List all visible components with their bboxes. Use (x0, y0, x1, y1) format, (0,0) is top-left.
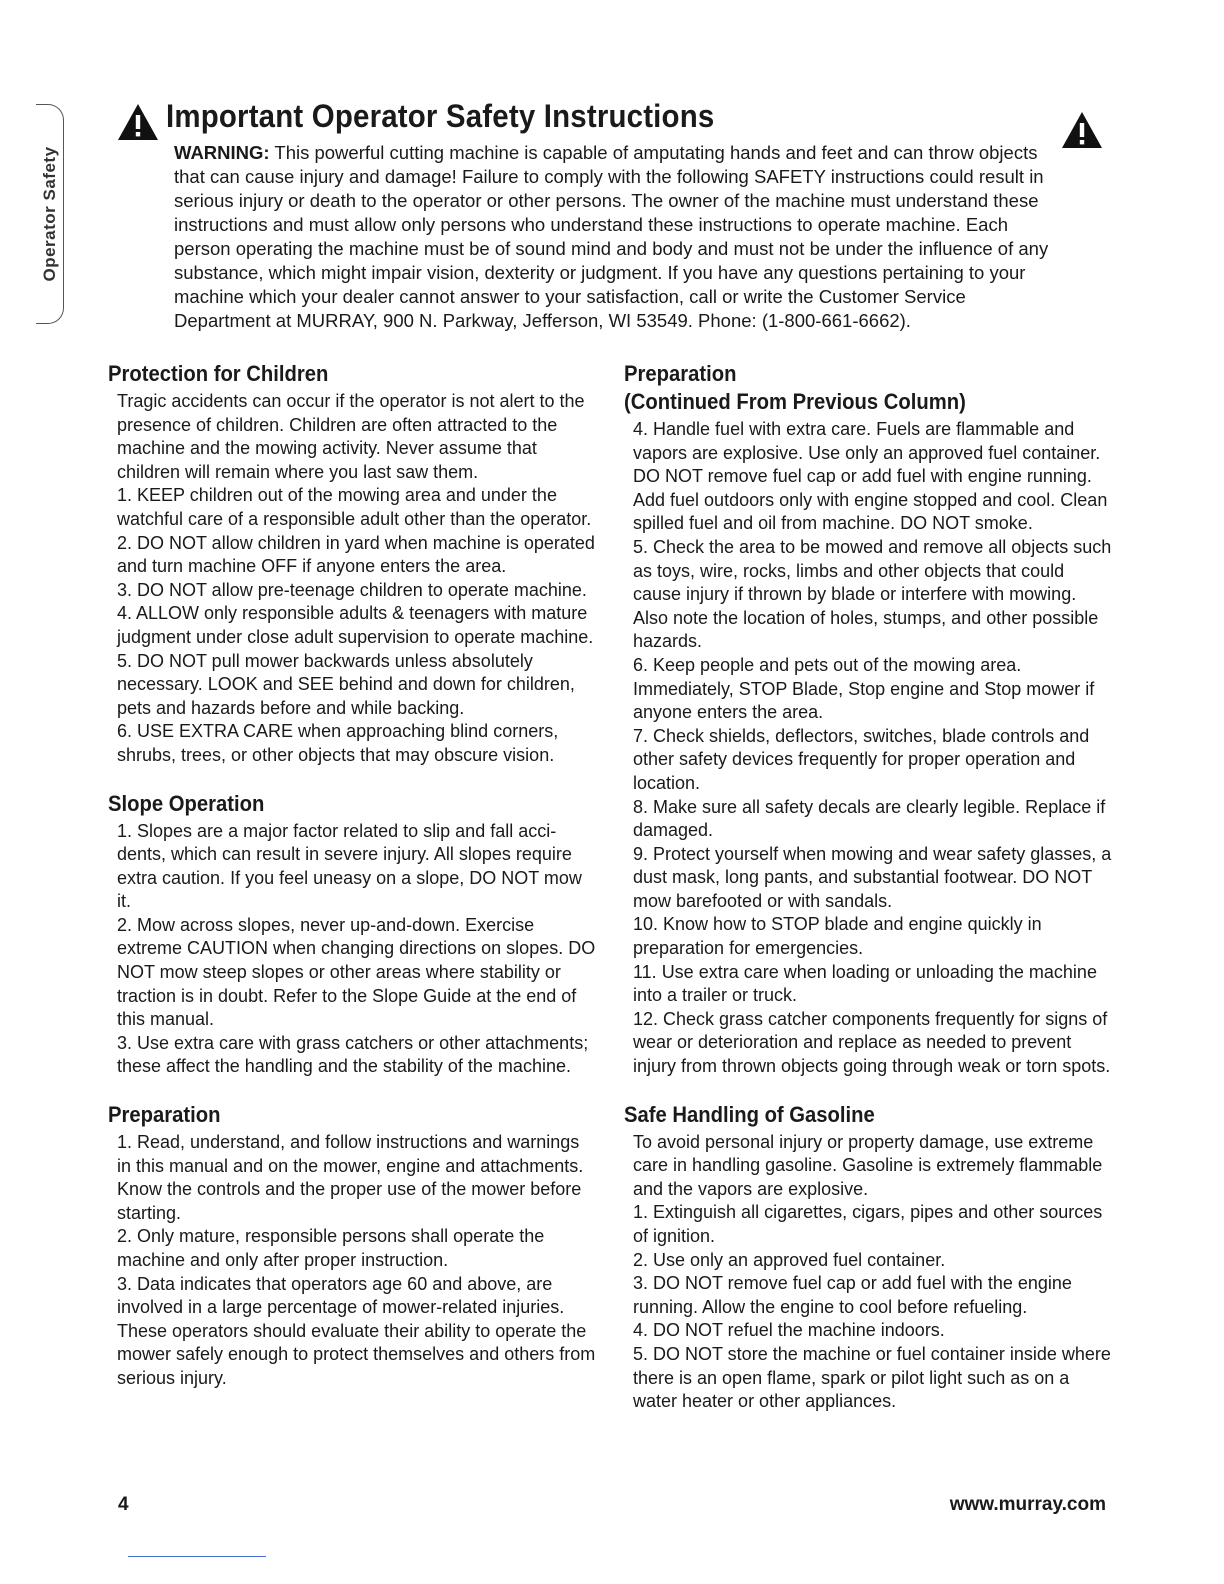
section-heading: Preparation (624, 361, 737, 386)
list-item: 4. ALLOW only responsible adults & teenagers with mature judgment under close adult supervision to operate machine. (117, 603, 594, 647)
list-item: 2. Only mature, responsible persons shall operate the machine and only after proper instruction. (117, 1226, 545, 1270)
warning-triangle-icon (1060, 110, 1104, 150)
list-item: 1. Read, understand, and follow instructions and warnings in this manual and on the mower, engine and attachments. Know the controls and the proper use of the mower before starting. (117, 1132, 584, 1223)
footer-rule (128, 1556, 266, 1557)
list-item: 1. Extinguish all cigarettes, cigars, pipes and other sources of ignition. (633, 1202, 1103, 1246)
list-item: 8. Make sure all safety decals are clearly legible. Replace if damaged. (633, 796, 1106, 841)
paragraph: To avoid personal injury or property damage, use extreme care in handling gasoline. Gasoline is extremely flammable and the vapors are explosive. (633, 1131, 1103, 1199)
warning-text: This powerful cutting machine is capable of amputating hands and feet and can throw objects that can cause injury and damage! Failure to comply with the following SAFETY instructions could result in serious injury or death to the operator or other persons. The owner of the machine must understand these instructions and must allow only persons who understand these instructions to operate machine. Each person operating the machine must be of sound mind and body and must not be under the influence of any substance, which might impair vision, dexterity or judgment. If you have any questions pertaining to your machine which your dealer cannot answer to your satisfaction, call or write the Customer Service Department at MURRAY, 900 N. Parkway, Jefferson, WI 53549. Phone: (1-800-661-6662). (174, 142, 1049, 331)
side-tab-label: Operator Safety (39, 146, 59, 282)
section-subheading: (Continued From Previous Column) (624, 389, 966, 414)
list-item: 6. USE EXTRA CARE when approaching blind corners, shrubs, trees, or other objects that may obscure vision. (117, 721, 559, 765)
warning-label: WARNING: (174, 142, 270, 163)
list-item: 2. Use only an approved fuel container. (633, 1249, 946, 1270)
section-protection-for-children (108, 360, 598, 768)
list-item: 3. DO NOT remove fuel cap or add fuel with the engine running. Allow the engine to cool before refueling. (633, 1273, 1072, 1317)
paragraph: Tragic accidents can occur if the operator is not alert to the presence of children. Children are often attracted to the machine and the mowing activity. Never assume that children will remain where you last saw them. (117, 391, 585, 482)
list-item: 4. Handle fuel with extra care. Fuels are flammable and vapors are explosive. Use only an approved fuel container. DO NOT remove fuel cap or add fuel with engine running. Add fuel outdoors only with engine stopped and cool. Clean spilled fuel and oil from machine. DO NOT smoke. (633, 419, 1108, 534)
section-heading: Slope Operation (108, 790, 265, 816)
list-item: 2. DO NOT allow children in yard when machine is operated and turn machine OFF if anyone enters the area. (117, 532, 595, 577)
section-heading: Safe Handling of Gasoline (624, 1101, 875, 1127)
page-number: 4 (118, 1494, 129, 1515)
list-item: 3. Data indicates that operators age 60 and above, are involved in a large percentage of mower-related injuries. These operators should evaluate their ability to operate the mower safely enough to protect themselves and others from serious injury. (117, 1273, 596, 1388)
section-preparation (108, 1101, 598, 1391)
side-tab (36, 104, 64, 324)
section-preparation-continued (624, 360, 1114, 1079)
list-item: 4. DO NOT refuel the machine indoors. (633, 1320, 945, 1341)
page-title: Important Operator Safety Instructions (166, 98, 715, 134)
list-item: 10. Know how to STOP blade and engine quickly in preparation for emergencies. (633, 914, 1042, 959)
list-item: 12. Check grass catcher components frequently for signs of wear or deterioration and replace as needed to prevent injury from thrown objects going through weak or torn spots. (633, 1008, 1111, 1077)
list-item: 5. DO NOT pull mower backwards unless absolutely necessary. LOOK and SEE behind and down for children, pets and hazards before and while backing. (117, 650, 575, 718)
list-item: 3. Use extra care with grass catchers or other attachments; these affect the handling and the stability of the machine. (117, 1032, 589, 1077)
section-slope-operation (108, 790, 598, 1080)
list-item: 7. Check shields, deflectors, switches, blade controls and other safety devices frequently for proper operation and location. (633, 725, 1090, 793)
right-column (624, 360, 1114, 1436)
section-heading: Preparation (108, 1102, 221, 1128)
list-item: 1. Slopes are a major factor related to slip and fall acci-dents, which can result in severe injury. All slopes require extra caution. If you feel uneasy on a slope, DO NOT mow it. (117, 820, 582, 912)
list-item: 6. Keep people and pets out of the mowing area. Immediately, STOP Blade, Stop engine and Stop mower if anyone enters the area. (633, 654, 1095, 723)
list-item: 1. KEEP children out of the mowing area and under the watchful care of a responsible adult other than the operator. (117, 485, 592, 529)
warning-triangle-icon (116, 102, 160, 142)
list-item: 5. DO NOT store the machine or fuel container inside where there is an open flame, spark or pilot light such as on a water heater or other appliances. (633, 1343, 1111, 1412)
warning-paragraph (174, 141, 1064, 333)
list-item: 11. Use extra care when loading or unloading the machine into a trailer or truck. (633, 961, 1097, 1006)
left-column (108, 360, 598, 1413)
list-item: 5. Check the area to be mowed and remove all objects such as toys, wire, rocks, limbs and other objects that could cause injury if thrown by blade or interfere with mowing. Also note the location of holes, stumps, and other possible hazards. (633, 536, 1112, 652)
website-url: www.murray.com (949, 1494, 1106, 1515)
list-item: 3. DO NOT allow pre-teenage children to operate machine. (117, 579, 587, 600)
section-heading: Protection for Children (108, 361, 329, 386)
section-safe-handling-of-gasoline (624, 1101, 1114, 1414)
list-item: 2. Mow across slopes, never up-and-down. Exercise extreme CAUTION when changing directions on slopes. DO NOT mow steep slopes or other areas where stability or traction is in doubt. Refer to the Slope Guide at the end of this manual. (117, 914, 596, 1030)
list-item: 9. Protect yourself when mowing and wear safety glasses, a dust mask, long pants, and substantial footwear. DO NOT mow barefooted or with sandals. (633, 843, 1112, 911)
